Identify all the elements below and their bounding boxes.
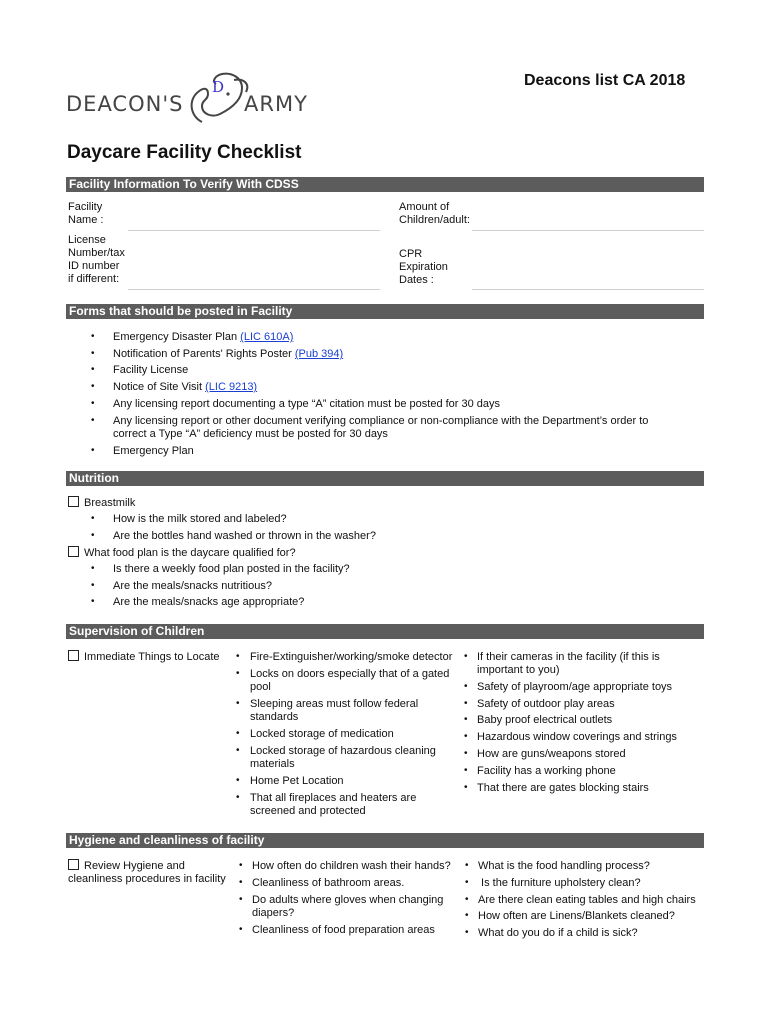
list-item: Are the meals/snacks age appropriate?	[113, 596, 305, 608]
list-item: Notification of Parents' Rights Poster (Pub 394)	[113, 348, 344, 360]
list-item: Notice of Site Visit (LIC 9213)	[113, 381, 258, 393]
cpr-label: CPR Expiration Dates :	[399, 248, 448, 286]
list-item: Is the furniture upholstery clean?	[478, 877, 641, 889]
bullet: •	[239, 924, 243, 935]
bullet: •	[91, 596, 95, 607]
bullet: •	[91, 445, 95, 456]
bullet: •	[239, 894, 243, 905]
logo-text-right: ARMY	[244, 92, 308, 116]
list-item: Any licensing report documenting a type “A” citation must be posted for 30 days	[113, 398, 501, 410]
logo-mark: D	[212, 78, 225, 96]
bullet: •	[464, 698, 468, 709]
hygiene-checkbox[interactable]	[68, 859, 79, 870]
amount-field[interactable]	[472, 230, 704, 231]
list-item: Emergency Plan	[113, 445, 194, 457]
list-item: Safety of playroom/age appropriate toys	[477, 681, 673, 693]
bullet: •	[464, 748, 468, 759]
logo	[66, 70, 326, 130]
lic-9213-link[interactable]: (LIC 9213)	[205, 381, 258, 393]
bullet: •	[91, 580, 95, 591]
bullet: •	[465, 860, 469, 871]
bullet: •	[91, 381, 95, 392]
amount-label: Amount of Children/adult:	[399, 201, 470, 226]
list-item: If their cameras in the facility (if this is	[477, 651, 660, 663]
bullet: •	[239, 860, 243, 871]
facility-name-label: Facility Name :	[68, 201, 104, 226]
bullet: •	[464, 731, 468, 742]
section-heading-hygiene: Hygiene and cleanliness of facility	[66, 833, 704, 848]
section-heading-facility-info: Facility Information To Verify With CDSS	[66, 177, 704, 192]
bullet: •	[464, 651, 468, 662]
immediate-things-checkbox[interactable]	[68, 650, 79, 661]
food-plan-checkbox[interactable]	[68, 546, 79, 557]
list-item: Are there clean eating tables and high chairs	[478, 894, 696, 906]
list-item: What do you do if a child is sick?	[478, 927, 638, 939]
list-item: Are the bottles hand washed or thrown in the washer?	[113, 530, 376, 542]
bullet: •	[236, 775, 240, 786]
bullet: •	[464, 714, 468, 725]
bullet: •	[236, 698, 240, 709]
bullet: •	[91, 530, 95, 541]
list-item: Locks on doors especially that of a gated	[250, 668, 450, 680]
section-heading-nutrition: Nutrition	[66, 471, 704, 486]
list-item: Do adults where gloves when changing	[252, 894, 444, 906]
list-item: Are the meals/snacks nutritious?	[113, 580, 272, 592]
bullet: •	[236, 728, 240, 739]
list-item: How are guns/weapons stored	[477, 748, 626, 760]
bullet: •	[91, 331, 95, 342]
food-plan-checkbox-row: What food plan is the daycare qualified for?	[68, 546, 296, 560]
list-item: Facility has a working phone	[477, 765, 616, 777]
document-label: Deacons list CA 2018	[524, 72, 686, 89]
section-heading-supervision: Supervision of Children	[66, 624, 704, 639]
bullet: •	[236, 792, 240, 803]
list-item: Safety of outdoor play areas	[477, 698, 615, 710]
section-heading-forms: Forms that should be posted in Facility	[66, 304, 704, 319]
list-item: Sleeping areas must follow federal	[250, 698, 419, 710]
list-item: Locked storage of hazardous cleaning	[250, 745, 436, 757]
list-item: Hazardous window coverings and strings	[477, 731, 677, 743]
bullet: •	[91, 563, 95, 574]
breastmilk-checkbox-row: Breastmilk	[68, 496, 135, 510]
list-item: That all fireplaces and heaters are	[250, 792, 417, 804]
bullet: •	[91, 364, 95, 375]
bullet: •	[91, 348, 95, 359]
immediate-things-checkbox-row: Immediate Things to Locate	[68, 650, 220, 664]
list-item-continued: diapers?	[252, 907, 295, 919]
bullet: •	[464, 765, 468, 776]
bullet: •	[465, 910, 469, 921]
breastmilk-checkbox[interactable]	[68, 496, 79, 507]
list-item: How often are Linens/Blankets cleaned?	[478, 910, 675, 922]
pub-394-link[interactable]: (Pub 394)	[294, 348, 344, 360]
bullet: •	[464, 782, 468, 793]
page-title: Daycare Facility Checklist	[67, 142, 302, 163]
list-item-continued: screened and protected	[250, 805, 366, 817]
list-item: How often do children wash their hands?	[252, 860, 451, 872]
list-item-continued: standards	[250, 711, 299, 723]
license-label: License Number/tax ID number if different:	[68, 234, 125, 285]
list-item: Home Pet Location	[250, 775, 344, 787]
cpr-field[interactable]	[472, 289, 704, 290]
list-item: Cleanliness of food preparation areas	[252, 924, 435, 936]
list-item: Any licensing report or other document verifying compliance or non-compliance with the Department’s order to	[113, 415, 649, 427]
bullet: •	[91, 415, 95, 426]
bullet: •	[465, 894, 469, 905]
list-item: Emergency Disaster Plan (LIC 610A)	[113, 331, 294, 343]
list-item: What is the food handling process?	[478, 860, 650, 872]
bullet: •	[239, 877, 243, 888]
bullet: •	[236, 651, 240, 662]
facility-name-field[interactable]	[128, 230, 380, 231]
list-item: That there are gates blocking stairs	[477, 782, 649, 794]
bullet: •	[236, 668, 240, 679]
list-item: Locked storage of medication	[250, 728, 394, 740]
list-item: How is the milk stored and labeled?	[113, 513, 287, 525]
list-item: Cleanliness of bathroom areas.	[252, 877, 405, 889]
bullet: •	[465, 927, 469, 938]
list-item-continued: materials	[250, 758, 295, 770]
lic-610a-link[interactable]: (LIC 610A)	[240, 331, 294, 343]
list-item: Baby proof electrical outlets	[477, 714, 613, 726]
list-item-continued: correct a Type “A” deficiency must be posted for 30 days	[113, 428, 388, 440]
bullet: •	[91, 513, 95, 524]
bullet: •	[465, 877, 469, 888]
bullet: •	[236, 745, 240, 756]
license-field[interactable]	[128, 289, 380, 290]
list-item: Facility License	[113, 364, 189, 376]
list-item-continued: pool	[250, 681, 271, 693]
list-item: Is there a weekly food plan posted in the facility?	[113, 563, 350, 575]
hygiene-checkbox-row: Review Hygiene and cleanliness procedures in facility	[68, 860, 226, 885]
logo-text-left: DEACON'S	[66, 92, 184, 116]
list-item-continued: important to you)	[477, 664, 560, 676]
bullet: •	[91, 398, 95, 409]
bullet: •	[464, 681, 468, 692]
list-item: Fire-Extinguisher/working/smoke detector	[250, 651, 453, 663]
